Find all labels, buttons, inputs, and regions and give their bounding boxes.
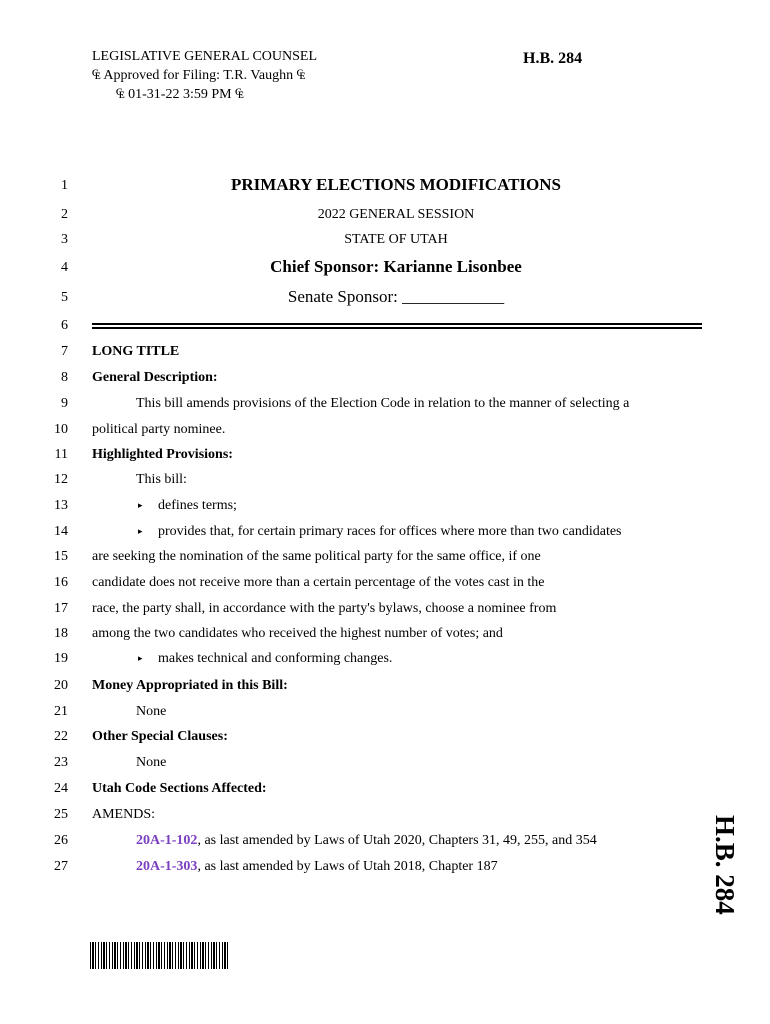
line-number: 23: [54, 755, 68, 770]
description-text: political party nominee.: [92, 422, 226, 437]
code-section-entry: [136, 832, 597, 850]
line-number: 15: [54, 549, 68, 564]
line-number: 14: [54, 524, 68, 539]
amends-label: AMENDS:: [92, 807, 156, 822]
special-clauses-value: None: [136, 755, 167, 770]
line-number: 11: [54, 447, 68, 462]
line-number: 13: [54, 498, 68, 513]
line-number: 19: [54, 651, 68, 666]
senate-sponsor: Senate Sponsor: ____________: [287, 287, 505, 306]
provisions-intro: This bill:: [136, 472, 187, 487]
section-highlighted-provisions: Highlighted Provisions:: [92, 447, 233, 462]
line-number: 27: [54, 859, 68, 874]
bullet-icon: ▸: [138, 526, 143, 536]
line-number: 25: [54, 807, 68, 822]
provision-text: are seeking the nomination of the same political party for the same office, if one: [92, 549, 541, 564]
barcode: [90, 942, 230, 969]
provision-item: defines terms;: [158, 498, 237, 513]
line-number: 26: [54, 833, 68, 848]
line-number: 10: [54, 422, 68, 437]
side-bill-label: H.B. 284: [710, 815, 740, 915]
line-number: 20: [54, 678, 68, 693]
header-approval: ₠ Approved for Filing: T.R. Vaughn ₠: [92, 68, 306, 83]
code-section-entry: [136, 858, 498, 876]
title-rule-bottom: [92, 327, 702, 329]
header-datetime: ₠ 01-31-22 3:59 PM ₠: [116, 87, 244, 102]
section-special-clauses: Other Special Clauses:: [92, 729, 228, 744]
provision-text: race, the party shall, in accordance with the party's bylaws, choose a nominee from: [92, 601, 557, 616]
description-text: This bill amends provisions of the Election Code in relation to the manner of selecting a: [136, 396, 630, 411]
provision-item: provides that, for certain primary races for offices where more than two candidates: [158, 524, 622, 539]
line-number: 2: [61, 207, 68, 222]
line-number: 9: [61, 396, 68, 411]
header-bill-number: H.B. 284: [523, 50, 583, 67]
code-section-link[interactable]: 20A-1-303: [136, 859, 198, 874]
section-code-affected: Utah Code Sections Affected:: [92, 781, 267, 796]
section-general-description: General Description:: [92, 370, 218, 385]
bill-title: PRIMARY ELECTIONS MODIFICATIONS: [231, 175, 561, 194]
session: 2022 GENERAL SESSION: [317, 207, 475, 222]
line-number: 17: [54, 601, 68, 616]
chief-sponsor: Chief Sponsor: Karianne Lisonbee: [270, 257, 522, 276]
title-rule-top: [92, 323, 702, 325]
line-number: 7: [61, 344, 68, 359]
section-long-title: LONG TITLE: [92, 344, 180, 359]
money-appropriated-value: None: [136, 704, 167, 719]
line-number: 22: [54, 729, 68, 744]
provision-text: among the two candidates who received the highest number of votes; and: [92, 626, 503, 641]
provision-text: candidate does not receive more than a certain percentage of the votes cast in the: [92, 575, 545, 590]
header-counsel: LEGISLATIVE GENERAL COUNSEL: [92, 49, 318, 64]
code-section-detail: , as last amended by Laws of Utah 2018, Chapter 187: [197, 859, 498, 874]
line-number: 4: [61, 260, 68, 275]
line-number: 16: [54, 575, 68, 590]
bullet-icon: ▸: [138, 653, 143, 663]
line-number: 21: [54, 704, 68, 719]
line-number: 3: [61, 232, 68, 247]
line-number: 6: [61, 318, 68, 333]
code-section-detail: , as last amended by Laws of Utah 2020, Chapters 31, 49, 255, and 354: [197, 833, 597, 848]
line-number: 1: [61, 178, 68, 193]
line-number: 5: [61, 290, 68, 305]
provision-item: makes technical and conforming changes.: [158, 651, 393, 666]
state: STATE OF UTAH: [344, 232, 448, 247]
line-number: 12: [54, 472, 68, 487]
line-number: 18: [54, 626, 68, 641]
code-section-link[interactable]: 20A-1-102: [136, 833, 198, 848]
section-money-appropriated: Money Appropriated in this Bill:: [92, 678, 288, 693]
bullet-icon: ▸: [138, 500, 143, 510]
line-number: 24: [54, 781, 68, 796]
line-number: 8: [61, 370, 68, 385]
